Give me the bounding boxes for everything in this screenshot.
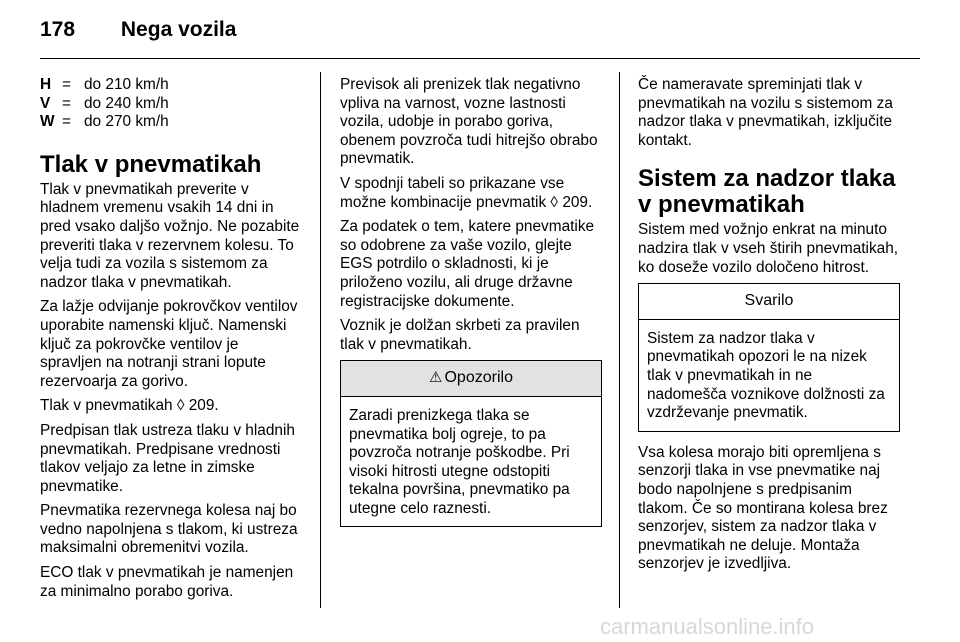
caution-box [638,283,900,432]
header-divider [40,58,920,59]
section-title: Nega vozila [120,18,237,41]
speed-rating-row [40,95,304,114]
heading-tpms: Sistem za nadzor tlaka v pnevmatikah [638,165,896,219]
speed-rating-row [40,76,304,95]
column-1 [40,76,304,607]
caution-body: Sistem za nadzor tlaka v pnevmatikah opozori le na nizek tlak v pnevmatikah in ne nadomešča voznikove dolžnosti za vzdrževanje pnevmatik. [647,329,885,422]
column-divider-2 [619,72,620,608]
caution-title: Svarilo [639,284,899,320]
warning-box [340,360,602,527]
speed-value: do 270 km/h [84,113,169,131]
speed-letter: V [40,94,51,112]
page-header [40,18,236,42]
watermark: carmanualsonline.info [600,614,815,639]
paragraph: Za lažje odvijanje pokrovčkov ventilov uporabite namenski ključ. Namenski ključ za pokrovčke ventilov je spravljen na notranji strani lopute rezervoarja za gorivo. [40,298,298,390]
cross-reference: Tlak v pnevmatikah ◊ 209. [40,397,219,415]
paragraph: Voznik je dolžan skrbeti za pravilen tlak v pnevmatikah. [340,317,580,353]
speed-letter: H [40,76,52,93]
speed-rating-row [40,113,304,132]
paragraph: Predpisan tlak ustreza tlaku v hladnih pnevmatikah. Predpisane vrednosti tlakov veljajo za letne in zimske pnevmatike. [40,421,295,495]
speed-letter: W [40,113,55,131]
paragraph: Vsa kolesa morajo biti opremljena s senzorji tlaka in vse pnevmatike naj bodo napolnjene s predpisanim tlakom. Če so montirana kolesa brez senzorjev, sistem za nadzor tlaka v pnevmatikah ne deluje. Montaža senzorjev je izvedljiva. [638,443,888,573]
paragraph: Za podatek o tem, katere pnevmatike so odobrene za vaše vozilo, glejte EGS potrdilo o skladnosti, ki je priloženo vozilu, ali druge državne registracijske dokumente. [340,218,595,310]
paragraph: ECO tlak v pnevmatikah je namenjen za minimalno porabo goriva. [40,564,294,600]
speed-value: do 210 km/h [84,76,169,93]
column-3 [638,76,900,580]
warning-title-text: Opozorilo [444,369,513,387]
speed-equals: = [62,76,71,93]
warning-title [341,361,601,397]
page-number: 178 [40,18,76,41]
speed-equals: = [62,113,71,131]
paragraph: Če nameravate spreminjati tlak v pnevmatikah na vozilu s sistemom za nadzor tlaka v pnevmatikah, izključite kontakt. [638,76,893,149]
speed-equals: = [62,94,71,112]
column-2 [340,76,602,539]
paragraph: Pnevmatika rezervnega kolesa naj bo vedno napolnjena s tlakom, ki ustreza maksimalni obremenitvi vozila. [40,502,298,557]
heading-tire-pressure: Tlak v pnevmatikah [40,150,262,178]
warning-body: Zaradi prenizkega tlaka se pnevmatika bolj ogreje, to pa povzroča notranje poškodbe. Pri visoki hitrosti utegne odstopiti tekalna površina, pnevmatiko pa utegne celo raznesti. [349,406,570,517]
speed-value: do 240 km/h [84,94,169,112]
warning-triangle-icon: ⚠ [429,369,443,387]
paragraph: Previsok ali prenizek tlak negativno vpliva na varnost, vozne lastnosti vozila, udobje in porabo goriva, obenem povzroča tudi hitrejšo obrabo pnevmatik. [340,76,598,168]
paragraph: V spodnji tabeli so prikazane vse možne kombinacije pnevmatik ◊ 209. [340,174,593,211]
column-divider-1 [320,72,321,608]
paragraph: Sistem med vožnjo enkrat na minuto nadzira tlak v vseh štirih pnevmatikah, ko doseže vozilo določeno hitrost. [638,221,899,276]
paragraph: Tlak v pnevmatikah preverite v hladnem vremenu vsakih 14 dni in pred vsako daljšo vožnjo. Ne pozabite preveriti tlaka v rezervnem kolesu. To velja tudi za vozila s sistemom za nadzor tlaka v pnevmatikah. [40,180,300,291]
